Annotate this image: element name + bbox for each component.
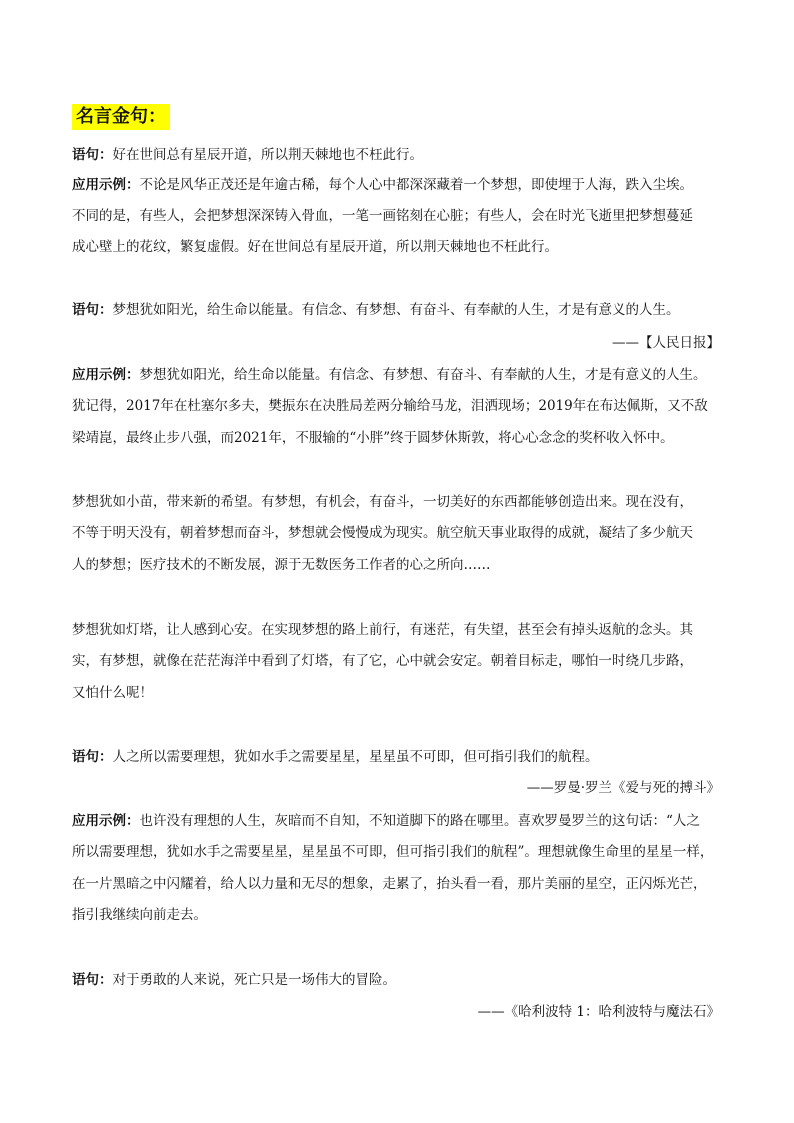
quote-label: 语句： xyxy=(72,749,113,765)
paragraph-line: 实，有梦想，就像在茫茫海洋中看到了灯塔，有了它，心中就会安定。朝着目标走，哪怕一时绕几步路， xyxy=(72,653,693,669)
quote-label: 语句： xyxy=(72,302,113,318)
quote-line xyxy=(72,145,726,165)
quote-line xyxy=(72,747,726,767)
paragraph-line: 人的梦想；医疗技术的不断发展，源于无数医务工作者的心之所向…… xyxy=(72,557,491,573)
quote-text: 梦想犹如阳光，给生命以能量。有信念、有梦想、有奋斗、有奉献的人生，才是有意义的人生。 xyxy=(112,302,680,318)
example-label: 应用示例： xyxy=(72,367,140,383)
quote-text: 人之所以需要理想，犹如水手之需要星星，星星虽不可即，但可指引我们的航程。 xyxy=(112,749,599,765)
example-text: 不论是风华正茂还是年逾古稀，每个人心中都深深藏着一个梦想，即使埋于人海，跌入尘埃。 xyxy=(139,177,693,193)
example-label: 应用示例： xyxy=(72,177,140,193)
example-text: 也许没有理想的人生，灰暗而不自知，不知道脚下的路在哪里。喜欢罗曼罗兰的这句话：“人之 xyxy=(139,813,700,829)
example-text: 梦想犹如阳光，给生命以能量。有信念、有梦想、有奋斗、有奉献的人生，才是有意义的人生。 xyxy=(139,367,707,383)
quote-text: 好在世间总有星辰开道，所以荆天棘地也不枉此行。 xyxy=(112,147,423,163)
quote-label: 语句： xyxy=(72,972,113,988)
quote-line xyxy=(72,300,726,320)
quote-source: ——《哈利波特 1：哈利波特与魔法石》 xyxy=(477,1004,720,1020)
quote-source: ——罗曼·罗兰《爱与死的搏斗》 xyxy=(526,780,720,796)
example-line xyxy=(72,175,726,195)
paragraph-line: 梦想犹如小苗，带来新的希望。有梦想，有机会，有奋斗，一切美好的东西都能够创造出来。现在没有， xyxy=(72,494,693,510)
paragraph-line: 不等于明天没有，朝着梦想而奋斗，梦想就会慢慢成为现实。航空航天事业取得的成就，凝结了多少航天 xyxy=(72,525,693,541)
section-title: 名言金句： xyxy=(72,104,170,130)
quote-text: 对于勇敢的人来说，死亡只是一场伟大的冒险。 xyxy=(112,972,396,988)
paragraph-line: 梦想犹如灯塔，让人感到心安。在实现梦想的路上前行，有迷茫，有失望，甚至会有掉头返航的念头。其 xyxy=(72,622,693,638)
example-text: 指引我继续向前走去。 xyxy=(72,907,207,923)
paragraph-line: 又怕什么呢！ xyxy=(72,685,153,701)
example-line xyxy=(72,811,726,831)
example-line xyxy=(72,365,726,385)
quote-line xyxy=(72,970,726,990)
example-text: 梁靖崑，最终止步八强，而2021年，不服输的“小胖”终于圆梦休斯敦，将心心念念的奖杯收入怀中。 xyxy=(72,430,674,446)
quote-source: ——【人民日报】 xyxy=(612,335,720,351)
example-text: 在一片黑暗之中闪耀着，给人以力量和无尽的想象，走累了，抬头看一看，那片美丽的星空，正闪烁光芒， xyxy=(72,876,707,892)
example-text: 所以需要理想，犹如水手之需要星星，星星虽不可即，但可指引我们的航程”。理想就像生命里的星星一样， xyxy=(72,844,714,860)
example-label: 应用示例： xyxy=(72,813,140,829)
example-text: 不同的是，有些人，会把梦想深深铸入骨血，一笔一画铭刻在心脏；有些人，会在时光飞逝里把梦想蔓延 xyxy=(72,208,693,224)
example-text: 成心壁上的花纹，繁复虚假。好在世间总有星辰开道，所以荆天棘地也不枉此行。 xyxy=(72,239,558,255)
example-text: 犹记得，2017年在杜塞尔多夫，樊振东在决胜局差两分输给马龙，泪洒现场；2019年在布达佩斯，又不敌 xyxy=(72,398,708,414)
quote-label: 语句： xyxy=(72,147,113,163)
